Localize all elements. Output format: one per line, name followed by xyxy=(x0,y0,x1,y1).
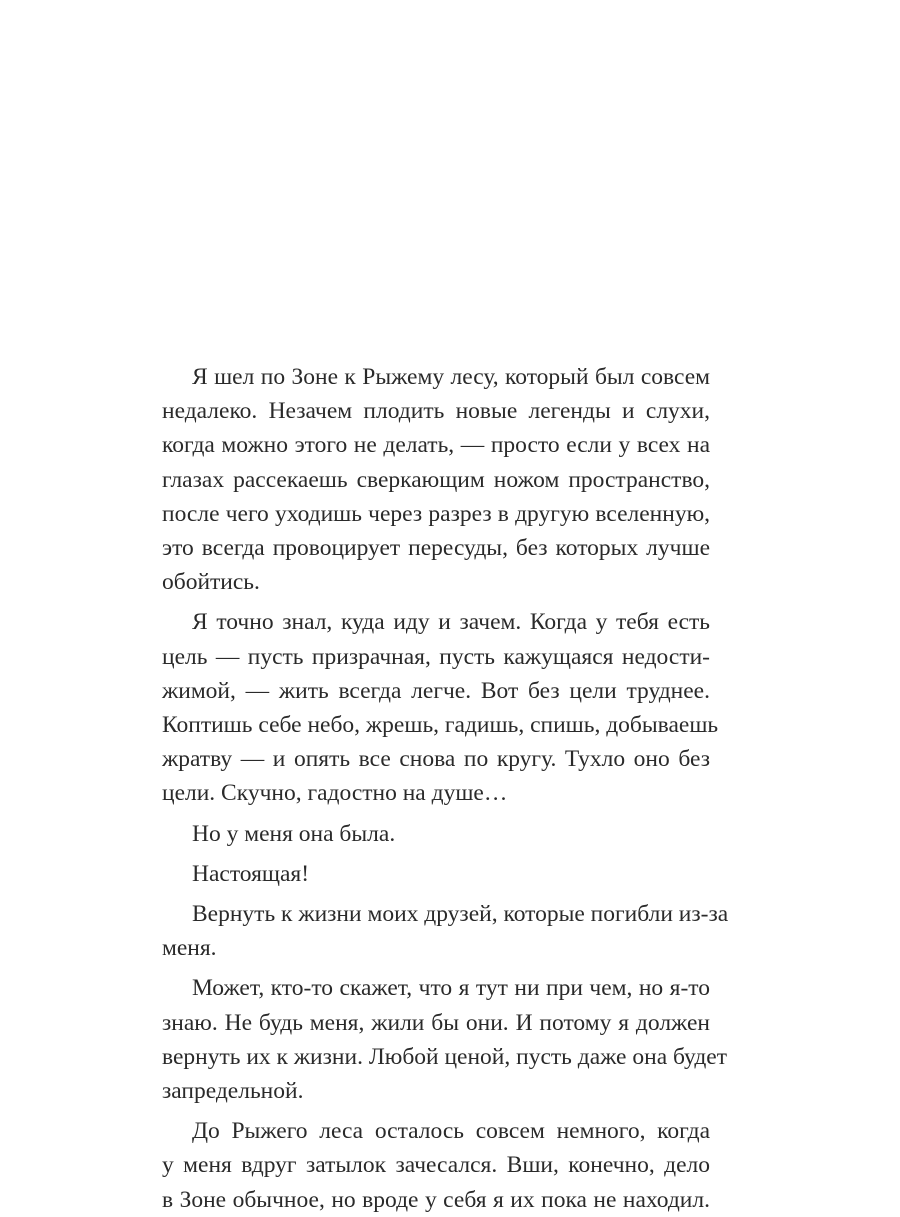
paragraph xyxy=(162,897,729,965)
text-line: запредельной. xyxy=(162,1078,304,1105)
paragraph xyxy=(162,605,719,810)
text-line: цель — пусть призрачная, пусть кажущаяся недости- xyxy=(162,643,710,670)
paragraph xyxy=(162,971,727,1108)
text-line: у меня вдруг затылок зачесался. Вши, конечно, дело xyxy=(162,1152,710,1179)
text-line: недалеко. Незачем плодить новые легенды и слухи, xyxy=(162,398,710,425)
text-line: Настоящая! xyxy=(192,860,310,887)
text-line: после чего уходишь через разрез в другую вселенную, xyxy=(162,500,710,527)
paragraph xyxy=(162,1114,710,1217)
paragraph xyxy=(162,360,710,599)
text-line: До Рыжего леса осталось совсем немного, когда xyxy=(192,1118,710,1145)
text-line: жратву — и опять все снова по кругу. Тухло оно без xyxy=(162,746,710,773)
text-line: вернуть их к жизни. Любой ценой, пусть даже она будет xyxy=(162,1043,727,1070)
text-line: Я точно знал, куда иду и зачем. Когда у тебя есть xyxy=(192,609,710,636)
text-line: в Зоне обычное, но вроде у себя я их пока не находил. xyxy=(162,1186,710,1213)
body-text xyxy=(162,360,729,1217)
text-line: Но у меня она была. xyxy=(192,820,396,847)
text-line: глазах рассекаешь сверкающим ножом пространство, xyxy=(162,466,710,493)
paragraph xyxy=(162,857,710,891)
text-line: Может, кто-то скажет, что я тут ни при чем, но я-то xyxy=(192,975,710,1002)
text-line: Я шел по Зоне к Рыжему лесу, который был совсем xyxy=(192,364,710,390)
text-line: цели. Скучно, гадостно на душе… xyxy=(162,780,508,807)
text-line: меня. xyxy=(162,935,217,962)
text-line: это всегда провоцирует пересуды, без которых лучше xyxy=(162,535,710,562)
paragraph xyxy=(162,817,710,851)
text-line: знаю. Не будь меня, жили бы они. И потому я должен xyxy=(162,1009,710,1036)
text-line: жимой, — жить всегда легче. Вот без цели труднее. xyxy=(162,677,710,704)
text-line: Вернуть к жизни моих друзей, которые погибли из-за xyxy=(192,901,729,928)
text-line: когда можно этого не делать, — просто если у всех на xyxy=(162,432,710,459)
text-line: обойтись. xyxy=(162,569,260,596)
text-line: Коптишь себе небо, жрешь, гадишь, спишь, добываешь xyxy=(162,712,719,739)
